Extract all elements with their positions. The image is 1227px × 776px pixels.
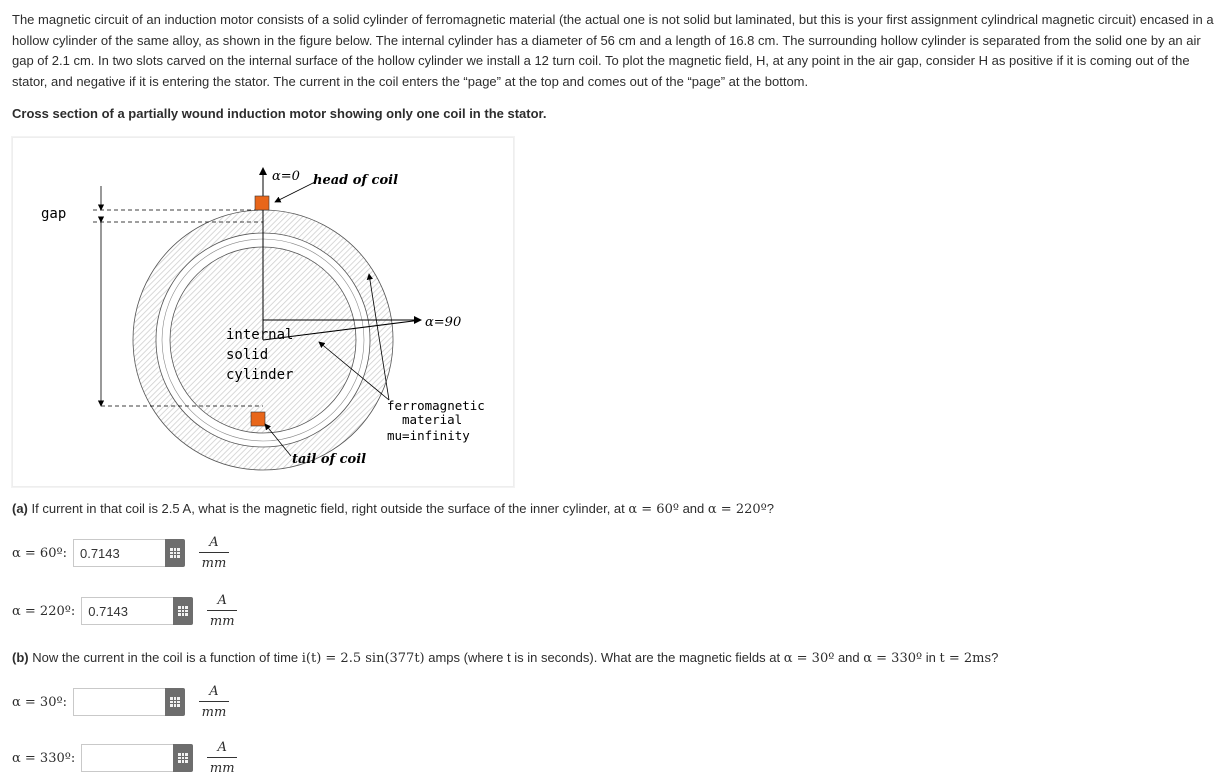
head-label: head of coil bbox=[313, 173, 399, 188]
internal-label-1: internal bbox=[226, 327, 294, 343]
unit-numerator: A bbox=[209, 535, 219, 550]
answer-row-a220 bbox=[12, 593, 237, 629]
part-b-text-3: in bbox=[922, 650, 940, 665]
part-a-label: (a) bbox=[12, 501, 28, 516]
alpha-label-a60: α = 60º: bbox=[12, 545, 67, 561]
answer-row-b330 bbox=[12, 740, 237, 776]
answer-row-a60 bbox=[12, 535, 229, 571]
part-b-label: (b) bbox=[12, 650, 29, 665]
gap-label: gap bbox=[41, 206, 67, 222]
answer-row-b30 bbox=[12, 684, 229, 720]
part-b-alpha-1: α = 30º bbox=[783, 651, 835, 666]
part-a-alpha-1: α = 60º bbox=[628, 502, 679, 517]
answer-input-a60[interactable]: 0.7143 bbox=[73, 539, 165, 567]
internal-label-3: cylinder bbox=[226, 367, 294, 383]
tail-label: tail of coil bbox=[292, 452, 367, 467]
part-a-and: and bbox=[678, 501, 708, 516]
answer-input-b330[interactable] bbox=[81, 744, 173, 772]
motor-diagram bbox=[13, 138, 513, 486]
part-b-time: t = 2ms bbox=[939, 651, 992, 666]
part-b-question bbox=[12, 650, 998, 666]
ferro-label-2: material bbox=[402, 412, 463, 427]
alpha-label-a220: α = 220º: bbox=[12, 603, 76, 619]
part-b-current-expr: i(t) = 2.5 sin(377t) bbox=[301, 651, 425, 666]
part-b-text-1: Now the current in the coil is a function of time bbox=[28, 650, 302, 665]
problem-intro: The magnetic circuit of an induction motor consists of a solid cylinder of ferromagnetic material (the actual one is not solid but laminated, but this is your first assignment cylindrical magnetic circuit) encased in a hollow cylinder of the same alloy, as shown in the figure below. The internal cylinder has a diameter of 56 cm and a length of 16.8 cm. The surrounding hollow cylinder is separated from the solid one by an air gap of 2.1 cm. In two slots carved on the internal surface of the hollow cylinder we install a 12 turn coil. To plot the magnetic field, H, at any point in the air gap, consider H as positive if it is coming out of the stator, and negative if it is entering the stator. The current in the coil enters the “page” at the top and comes out of the “page” at the bottom. bbox=[12, 12, 1214, 89]
ferro-label-3: mu=infinity bbox=[387, 428, 470, 443]
unit-numerator: A bbox=[217, 593, 227, 608]
ferro-label-1: ferromagnetic bbox=[387, 398, 485, 413]
alpha90-label: α=90 bbox=[425, 315, 462, 330]
answer-input-b30[interactable] bbox=[73, 688, 165, 716]
part-b-text-2: amps (where t is in seconds). What are the magnetic fields at bbox=[424, 650, 784, 665]
unit-fraction bbox=[207, 740, 237, 776]
unit-numerator: A bbox=[209, 684, 219, 699]
unit-denominator: mm bbox=[209, 761, 235, 776]
unit-numerator: A bbox=[217, 740, 227, 755]
calculator-icon[interactable] bbox=[173, 744, 193, 772]
calculator-icon[interactable] bbox=[165, 539, 185, 567]
part-a-alpha-2: α = 220º bbox=[707, 502, 767, 517]
part-a-end: ? bbox=[766, 501, 774, 516]
part-a-question bbox=[12, 501, 774, 517]
figure-caption: Cross section of a partially wound induction motor showing only one coil in the stator. bbox=[12, 106, 547, 121]
motor-cross-section-figure bbox=[12, 137, 514, 487]
alpha-label-b330: α = 330º: bbox=[12, 750, 76, 766]
part-b-and: and bbox=[834, 650, 864, 665]
part-b-alpha-2: α = 330º bbox=[863, 651, 923, 666]
answer-input-a220[interactable]: 0.7143 bbox=[81, 597, 173, 625]
unit-denominator: mm bbox=[201, 556, 227, 571]
unit-fraction bbox=[199, 684, 229, 720]
unit-denominator: mm bbox=[209, 614, 235, 629]
coil-head bbox=[255, 196, 269, 210]
calculator-icon[interactable] bbox=[173, 597, 193, 625]
internal-label-2: solid bbox=[226, 347, 269, 363]
alpha-label-b30: α = 30º: bbox=[12, 694, 67, 710]
unit-fraction bbox=[199, 535, 229, 571]
part-b-end: ? bbox=[991, 650, 999, 665]
alpha0-label: α=0 bbox=[272, 169, 300, 184]
part-a-text: If current in that coil is 2.5 A, what is the magnetic field, right outside the surface of the inner cylinder, at bbox=[27, 501, 629, 516]
calculator-icon[interactable] bbox=[165, 688, 185, 716]
unit-fraction bbox=[207, 593, 237, 629]
unit-denominator: mm bbox=[201, 705, 227, 720]
coil-tail bbox=[251, 412, 265, 426]
